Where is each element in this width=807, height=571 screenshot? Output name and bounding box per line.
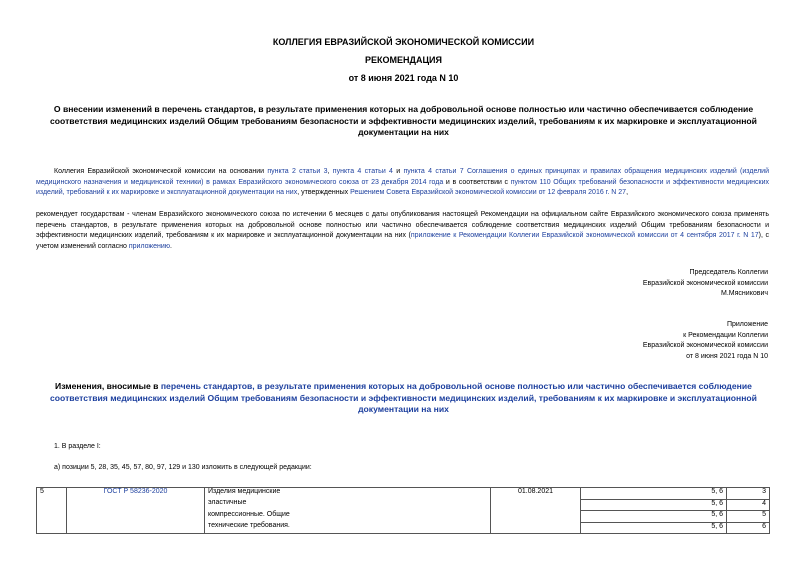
cell-name-line: Изделия медицинские [205, 488, 491, 500]
text: Изменения, вносимые в [55, 381, 161, 391]
text: , [327, 168, 333, 175]
text: , утвержденных [297, 189, 351, 196]
appendix-line: Евразийской экономической комиссии [642, 342, 768, 349]
link-article-3[interactable]: пункта 2 статьи 3 [267, 168, 328, 175]
changes-title [36, 381, 771, 416]
link-gost[interactable]: ГОСТ Р 58236-2020 [103, 488, 168, 495]
doc-date-number: от 8 июня 2021 года N 10 [348, 73, 459, 83]
cell-num: 6 [727, 522, 770, 534]
signature-block [560, 268, 768, 300]
cell-position: 5 [37, 488, 67, 534]
signature-position: Председатель Коллегии [689, 269, 768, 276]
cell-num: 5 [727, 511, 770, 523]
text: , [626, 189, 629, 196]
table-row [37, 488, 770, 500]
text: . [170, 242, 172, 250]
link-recommendation-17[interactable]: приложение к Рекомендации Коллегии Евразийской экономической комиссии от 4 сентября 2017 г. N 17 [410, 232, 759, 239]
standards-table [36, 487, 770, 534]
cell-reqs: 5, 6 [581, 522, 727, 534]
cell-standard [67, 488, 205, 534]
org-name: КОЛЛЕГИЯ ЕВРАЗИЙСКОЙ ЭКОНОМИЧЕСКОЙ КОМИССИИ [272, 37, 535, 47]
paragraph-recommends [36, 210, 769, 252]
text: Коллегия Евразийской экономической комиссии на основании [54, 168, 268, 175]
cell-name-line: эластичные [205, 499, 491, 511]
cell-name-line: технические требования. [205, 522, 491, 534]
cell-reqs: 5, 6 [581, 488, 727, 500]
cell-reqs: 5, 6 [581, 499, 727, 511]
signature-name: М.Мясникович [721, 290, 768, 297]
doc-type: РЕКОМЕНДАЦИЯ [365, 55, 442, 65]
cell-num: 4 [727, 499, 770, 511]
doc-title: О внесении изменений в перечень стандартов, в результате применения которых на добровольной основе полностью или частично обеспечивается соблюдение соответствия медицинских изделий Общим требованиям безопасности и эффективности медицинских изделий, требованиям к их маркировке и эксплуатационной документации на них [50, 104, 757, 137]
section-1: 1. В разделе I: [54, 443, 101, 450]
paragraph-basis [36, 167, 769, 199]
cell-reqs: 5, 6 [581, 511, 727, 523]
text: и [392, 168, 404, 175]
cell-date: 01.08.2021 [491, 488, 581, 534]
cell-name-line: компрессионные. Общие [205, 511, 491, 523]
link-decision-27[interactable]: Решением Совета Евразийской экономической комиссии от 12 февраля 2016 г. N 27 [350, 189, 627, 196]
text: рекомендует государствам - членам Евразийского экономического союза по истечении 6 месяцев с даты опубликования настоящей Рекомендации на официальном сайте Евразийского экономического союза применять перечень стандартов, в результате применения которых на добровольной основе полностью или частично обеспечивается соблюдение соответствия медицинских изделий Общим требованиям безопасности и эффективности медицинских изделий, требованиям к их маркировке и эксплуатационной документации на них ( [36, 211, 769, 239]
text: и в соответствии с [443, 178, 511, 186]
cell-num: 3 [727, 488, 770, 500]
subsection-a: а) позиции 5, 28, 35, 45, 57, 80, 97, 129 и 130 изложить в следующей редакции: [54, 464, 312, 471]
link-agreement[interactable]: пункта 4 статьи 7 Соглашения о единых принципах и правилах обращения медицинских изделий (изделий медицинского назначения и медицинской техники) в рамках Евразийского экономического союза от 23 декабря 2014 года [36, 168, 770, 186]
appendix-block [560, 320, 768, 362]
appendix-line: Приложение [726, 321, 768, 328]
appendix-line: от 8 июня 2021 года N 10 [686, 352, 768, 360]
link-appendix[interactable]: приложению [128, 242, 171, 250]
link-point-110[interactable]: пунктом 110 Общих требований безопасности и эффективности медицинских изделий, требований к их маркировке и эксплуатационной документации на них [36, 178, 769, 196]
text: ), с учетом изменений согласно [36, 232, 769, 250]
link-article-4[interactable]: пункта 4 статьи 4 [332, 168, 393, 175]
link-standards-list[interactable]: перечень стандартов, в результате применения которых на добровольной основе полностью или частично обеспечивается соблюдение соответствия медицинских изделий Общим требованиям безопасности и эффективности медицинских изделий, требованиям к их маркировке и эксплуатационной документации на них [50, 381, 757, 414]
signature-org: Евразийской экономической комиссии [642, 279, 768, 287]
appendix-line: к Рекомендации Коллегии [683, 331, 768, 339]
